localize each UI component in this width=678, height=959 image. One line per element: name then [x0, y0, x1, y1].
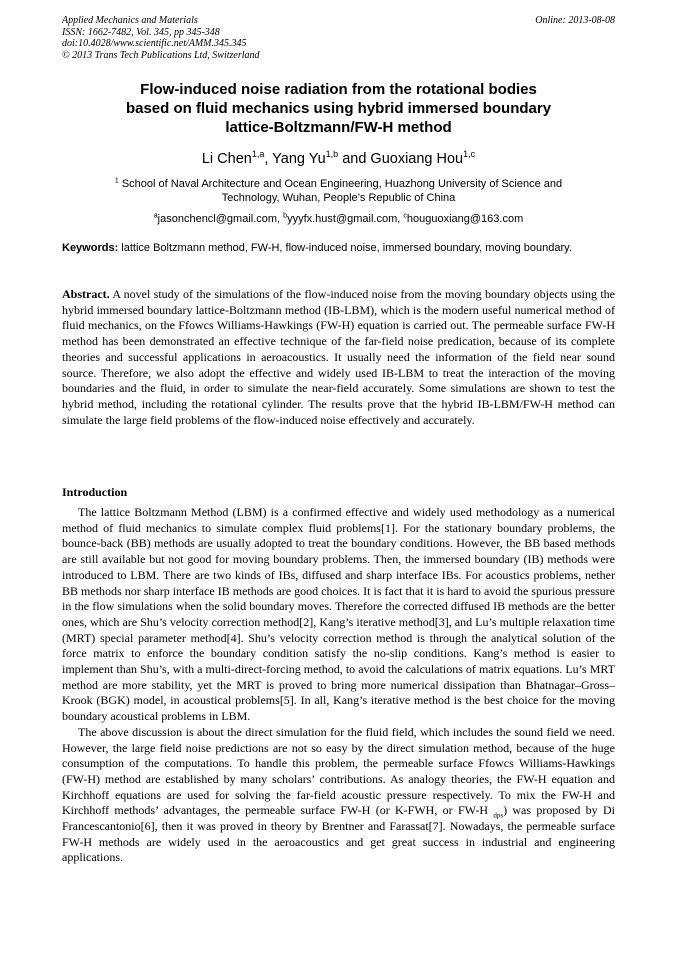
author-superscript: 1,b [325, 149, 339, 160]
email-superscript: c [403, 212, 407, 220]
author-superscript: 1,a [251, 149, 265, 160]
abstract [62, 287, 615, 428]
affiliation [62, 177, 615, 205]
abstract-label: Abstract. [62, 287, 110, 301]
affiliation-line-1: School of Naval Architecture and Ocean Engineering, Huazhong University of Science and [118, 178, 563, 190]
author-superscript: 1,c [463, 149, 476, 160]
author-name: Guoxiang Hou [370, 151, 464, 167]
doi-line: doi:10.4028/www.scientific.net/AMM.345.345 [62, 38, 247, 49]
issn-line: ISSN: 1662-7482, Vol. 345, pp 345-348 [62, 26, 220, 38]
online-date: Online: 2013-08-08 [535, 15, 615, 26]
abstract-text: A novel study of the simulations of the flow-induced noise from the moving boundary objects using the hybrid immersed boundary lattice-Boltzmann method (IB-LBM), which is the modern useful numerical method of fluid mechanics, on the Ffowcs Williams-Hawkings (FW-H) equation is carried out. The permeable surface FW-H method has been demonstrated an effective technique of the far-field noise predication, because of its complete theories and successful applications in aeroacoustics. It usually need the information of the field near sound source. Therefore, we also adopt the effective and widely used IB-LBM to treat the interaction of the moving boundaries and the fluid, in order to simulate the near-field accurately. Some simulations are shown to test the hybrid method, including the rotational cylinder. The results prove that the hybrid IB-LBM/FW-H method can simulate the large field problems of the flow-induced noise effectively and accurately. [62, 287, 615, 427]
author-list [62, 150, 615, 168]
author-name: Yang Yu [272, 151, 326, 167]
paragraph-text: ) was proposed by Di Francescantonio[6], then it was proved in theory by Brentner and Farassat[7]. Nowadays, the permeable surface FW-H methods are widely used in the aeroacoustics and get great success in industrial and engineering applications. [62, 803, 616, 865]
paragraph: The lattice Boltzmann Method (LBM) is a confirmed effective and widely used methodology as a numerical method of fluid mechanics to simulate complex fluid problems[1]. For the stationary boundary problems, the bounce-back (BB) methods are usually adopted to treat the boundary conditions. However, the BB based methods are still available but not good for moving boundary problems. Then, the immersed boundary (IB) methods were introduced to LBM. There are two kinds of IBs, diffused and sharp interface IBs. For acoustics problems, nether BB methods nor sharp interface IB methods are good choices. It is fact that it is hard to avoid the spurious pressure in the flow simulations when the solid boundary moves. Therefore the corrected diffused IB methods are the better ones, which are Shu’s velocity correction method[2], Kang’s iterative method[3], and Lu’s multiple relaxation time (MRT) special parameter method[4]. Shu’s velocity correction method is through the analytical solution of the force matrix to enforce the boundary condition satisfy the no-slip conditions. Kang’s method is easier to implement than Shu’s, with a multi-direct-forcing method, to avoid the calculations of matrix equations. Lu’s MRT method are more stability, yet the MRT is proved to bring more numerical dissipation than Bhatnagar–Gross–Krook (BGK) model, in acoustical problems[5]. In all, Kang’s iterative method is the best choice for the moving boundary acoustical problems in LBM. [62, 505, 615, 724]
email-superscript: a [153, 212, 158, 220]
introduction-body [62, 505, 615, 866]
section-heading-introduction: Introduction [62, 485, 128, 499]
journal-header [62, 15, 615, 61]
author-emails [62, 212, 615, 226]
email-address: jasonchencl@gmail.com, [157, 213, 284, 225]
title-line-1: Flow-induced noise radiation from the rotational bodies [140, 81, 537, 98]
email-address: houguoxiang@163.com [406, 213, 524, 225]
affiliation-line-2: Technology, Wuhan, People’s Republic of China [221, 192, 456, 204]
subscript: dps [493, 811, 504, 820]
paragraph-text: The above discussion is about the direct simulation for the fluid field, which includes the sound field we need. However, the large field noise predictions are not so easy by the direct simulation method, because of the huge consumption of the computations. To handle this problem, the permeable surface Ffowcs Williams-Hawkings (FW-H) method are established by many scholars’ contributions. As analogy theories, the FW-H equation and Kirchhoff equations are used for solving the far-field acoustic pressure respectively. To mix the FW-H and Kirchhoff methods’ advantages, the permeable surface FW-H (or K-FWH, or FW-H [62, 724, 615, 818]
title-line-2: based on fluid mechanics using hybrid immersed boundary [125, 100, 552, 117]
journal-name: Applied Mechanics and Materials [62, 15, 198, 26]
keywords [62, 241, 615, 256]
email-superscript: b [283, 212, 288, 220]
paragraph [62, 725, 615, 866]
affiliation-superscript: 1 [114, 177, 119, 185]
copyright-line: © 2013 Trans Tech Publications Ltd, Switzerland [62, 49, 260, 61]
keywords-label: Keywords: [62, 242, 119, 254]
keywords-text: lattice Boltzmann method, FW-H, flow-induced noise, immersed boundary, moving boundary. [118, 242, 572, 254]
author-separator: and [338, 151, 371, 167]
author-name: Li Chen [201, 151, 252, 167]
paper-title [62, 80, 615, 137]
author-separator: , [264, 151, 273, 167]
title-line-3: lattice-Boltzmann/FW-H method [225, 119, 452, 136]
email-address: yyyfx.hust@gmail.com, [287, 213, 404, 225]
